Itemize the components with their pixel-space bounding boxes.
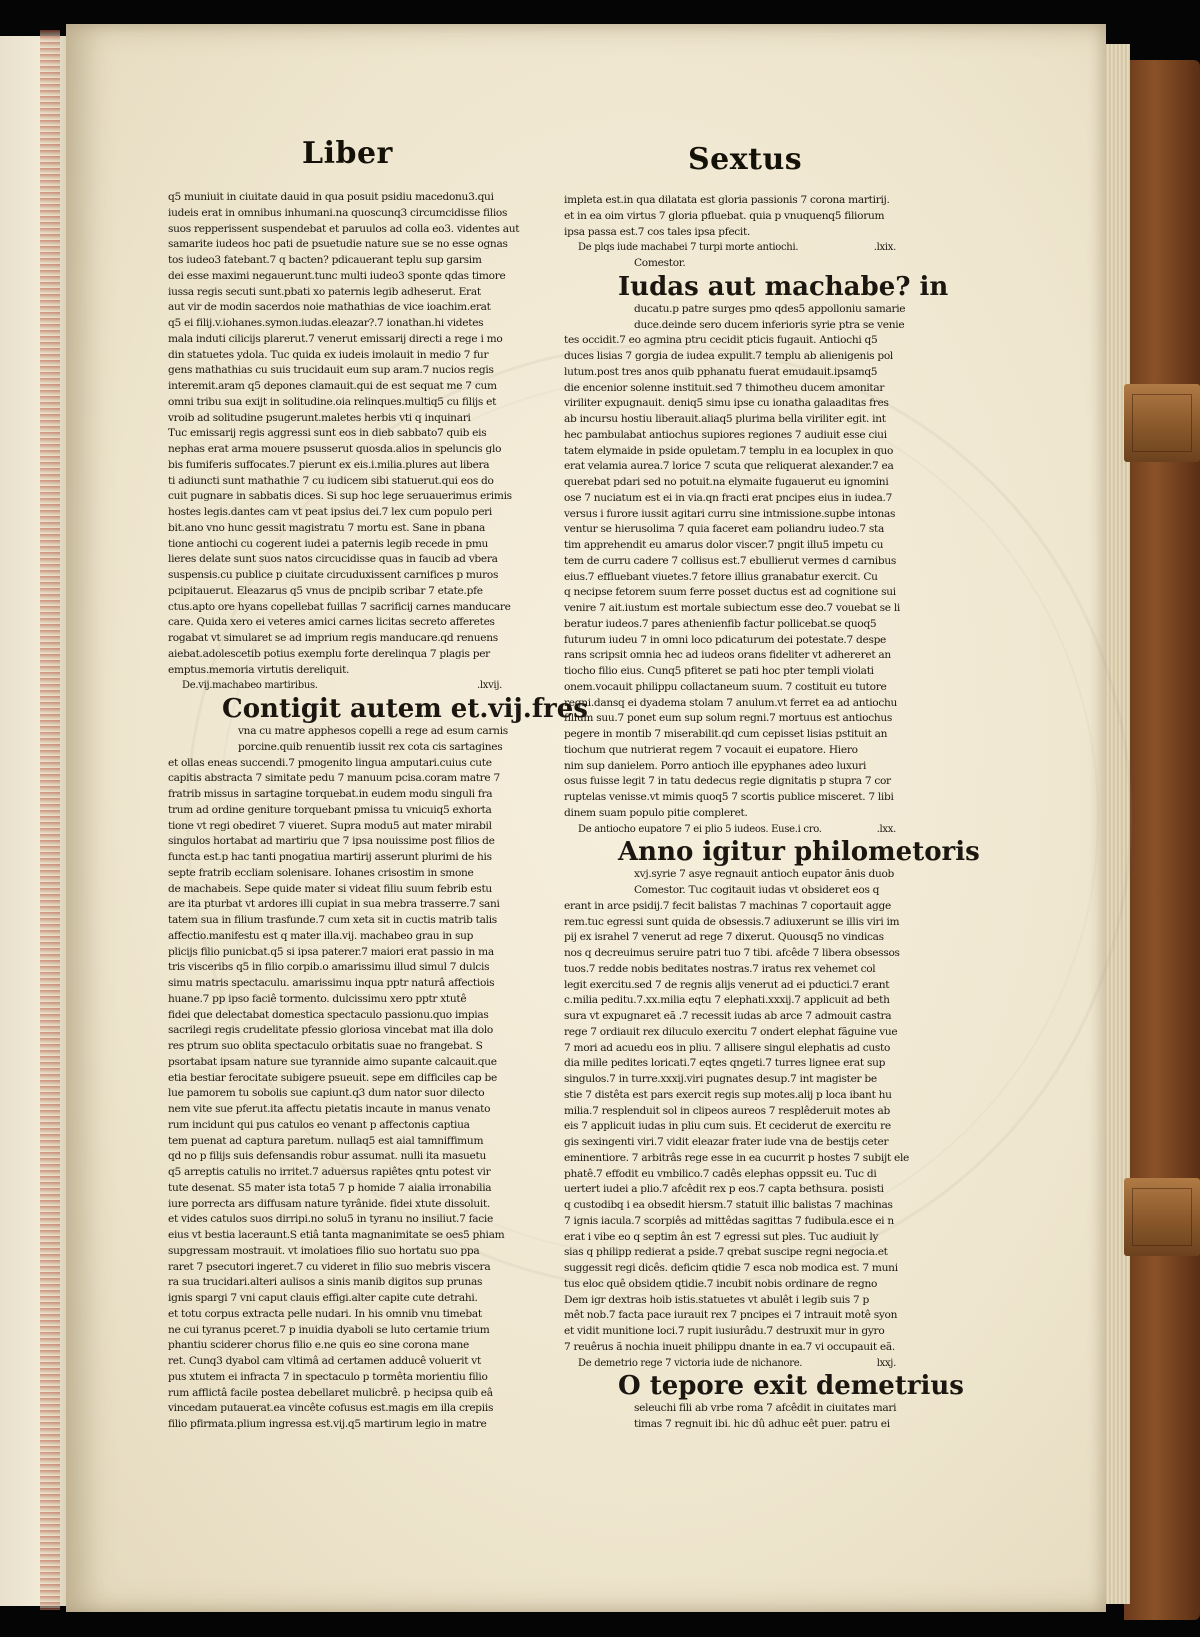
text-line: supgressam mostrauit. vt imolatioes filio suo hortatu suo ppa [168,1244,480,1257]
chapter-incipit: Contigit autem et.vij.fres [222,694,588,724]
text-line: Tuc emissarij regis aggressi sunt eos in dieb sabbato7 quib eis [168,427,487,440]
text-line: psortabat ipsam nature sue tyrannide aimo supante calcauit.que [168,1055,497,1068]
text-line: nem vite sue pferut.ita affectu pietatis incaute in manus venato [168,1103,491,1115]
text-line: et totu corpus extracta pelle nudari. In his omnib vnu timebat [168,1307,482,1320]
text-line: nephas erat arma mouere psusserut quosda.alios in speluncis glo [168,443,502,455]
text-line: beratur iudeos.7 pares athenienfib factur pollicebat.se quoq5 [564,617,877,630]
chapter-heading [564,1356,904,1372]
text-line: suos repperissent suspendebat et paruulos ad colla eo3. videntes aut [168,222,520,235]
text-line: vincedam putauerat.ea vincête cofusus est.magis em illa crepiis [168,1402,494,1415]
text-line: ctus.apto ore hyans copellebat fuillas 7 sacrificij carnes manducare [168,600,511,613]
text-line: tiocho filio eius. Cunq5 pfiteret se pati hoc pter templi violati [564,665,874,677]
text-line: tim apprehendit eu amarus dolor viscer.7 pngit illu5 impetu cu [564,539,884,551]
chapter-number: .lxvij. [476,680,502,692]
text-line: ab incursu hostiu liberauit.aliaq5 plurima bella viriliter egit. int [564,413,886,425]
text-line: ruptelas venisse.vt mimis quoq5 7 scortis publice misceret. 7 libi [564,791,894,803]
text-line: gis sexingenti viri.7 vidit eleazar frater iude vna de bestijs ceter [564,1136,889,1148]
text-line: rum incidunt qui pus catulos eo venant p affectonis captiua [168,1118,470,1131]
text-line: tione antiochi cu cogerent iudei a paternis legib recede in pmu [168,537,489,550]
text-line: xvj.syrie 7 asye regnauit antioch eupator ãnis duob [634,868,895,881]
text-line: qd no p filijs suis defensandis robur assumat. nulli ita masuetu [168,1150,487,1163]
text-line: ose 7 nuciatum est ei in via.qn fracti erat pncipes eius in iudea.7 [564,491,893,504]
text-line: ducatu.p patre surges pmo qdes5 appolloniu samarie [634,302,906,315]
text-line: uertert iudei a plio.7 afcêdit rex p eos.7 capta bethsura. posisti [564,1183,884,1196]
text-line: sacrilegi regis crudelitate pfessio gloriosa vincebat mat illa dolo [168,1024,494,1037]
text-line: erat i vibe eo q septim ân est 7 egressi sut ples. Tuc audiuit ly [564,1230,879,1243]
text-line: rans scripsit omnia hec ad iudeos orans fideliter vt adhereret an [564,649,891,662]
text-line: ipsa passa est.7 cos tales ipsa pfecit. [564,225,751,238]
text-line: q necipse fetorem suum ferre posset ductus est ad cognitione sui [564,586,896,599]
text-line: Dem igr dextras hoib istis.statuetes vt abulêt i legib suis 7 p [564,1293,869,1306]
text-line: timas 7 regnuit ibi. hic dû adhuc eêt puer. patru ei [634,1418,890,1430]
text-line: septe fratrib eccliam solenisare. Iohanes crisostim in smone [168,866,474,879]
text-line: seleuchi fili ab vrbe roma 7 afcêdit in ciuitates mari [634,1402,897,1415]
text-line: phatê.7 effodit eu vmbilico.7 cadês elephas oppssit eu. Tuc di [564,1167,877,1180]
clasp-upper [1124,384,1200,462]
text-line: 7 ignis iacula.7 scorpiês ad mittêdas sagittas 7 fudibula.esce ei n [564,1214,894,1227]
text-line: samarite iudeos hoc pati de psuetudie nature sue se no esse ognas [168,238,508,251]
text-line: tatem elymaide in pside opuletam.7 templu in ea locuplex in quo [564,444,894,457]
text-line: care. Quida xero ei veteres amici carnes licitas secreto afferetes [168,616,495,629]
text-line: raret 7 psecutori ingeret.7 cu videret in filio suo mebris viscera [168,1260,491,1273]
text-line: viriliter expugnauit. deniq5 simu ipse cu ionatha galaaditas fres [564,397,889,410]
chapter-number: .lxix. [873,242,896,254]
text-line: cuit pugnare in sabbatis dices. Si sup hoc lege seruauerimus erimis [168,490,512,503]
text-line: etia bestiar ferocitate subigere psueuit. sepe em difficiles cap be [168,1071,497,1084]
gilt-edge [40,30,60,1610]
text-line: q5 ei filij.v.iohanes.symon.iudas.eleazar?.7 ionathan.hi videtes [168,317,484,329]
text-line: filium suu.7 ponet eum sup solum regni.7 mortuus est antiochus [564,712,893,725]
text-line: de machabeis. Sepe quide mater si videat filiu suum febrib estu [168,882,492,895]
chapter-heading-title: De antiocho eupatore 7 ei plio 5 iudeos. Euse.i cro. [578,823,822,835]
text-line: functa est.p hac tanti pnogatiua martirij asserunt plurimi de his [168,851,492,863]
text-line: dinem suam populo pitie compleret. [564,806,748,819]
text-line: futurum iudeu 7 in omni loco pdicaturum dei potestate.7 despe [564,633,887,646]
text-line: erant in arce psidij.7 fecit balistas 7 machinas 7 coportauit agge [564,899,891,912]
text-line: c.milia peditu.7.xx.milia eqtu 7 elephati.xxxij.7 applicuit ad beth [564,994,890,1007]
text-line: eius.7 effluebant viuetes.7 fetore illius granabatur exercit. Cu [564,570,878,583]
chapter-incipit: Anno igitur philometoris [618,837,980,868]
chapter-number: .lxx. [876,823,896,835]
text-line: et vidit munitione loci.7 rupit iusiurâdu.7 destruxit mur in gyro [564,1325,885,1337]
text-line: legit exercitu.sed 7 de regnis alijs venerut ad ei pductici.7 erant [564,978,890,991]
text-line: lutum.post tres anos quib pphanatu fuerat emudauit.ipsamq5 [564,365,878,378]
text-line: versus i furore iussit agitari curru sine intmissione.supbe intonas [564,507,896,520]
text-line: din statuetes ydola. Tuc quida ex iudeis imolauit in medio 7 fur [168,348,489,361]
text-line: tione vt regi obediret 7 viueret. Supra modu5 aut mater mirabil [168,819,492,832]
text-line: duce.deinde sero ducem inferioris syrie ptra se venie [634,318,905,331]
text-line: osus fuisse legit 7 in tatu dedecus regie dignitatis p stupra 7 cor [564,775,891,788]
text-line: duces lisias 7 gorgia de iudea expulit.7 templu ab alienigenis pol [564,350,894,362]
text-line: eminentiore. 7 arbitrâs rege esse in ea cucurrit p hostes 7 subijt ele [564,1151,910,1164]
text-line: tute desenat. S5 mater ista tota5 7 p homide 7 aialia irronabilia [168,1181,492,1194]
text-line: tes occidit.7 eo agmina ptru cecidit pticis fugauit. Antiochi q5 [564,334,878,347]
text-line: gens mathathias cu suis trucidauit eum sup aram.7 nucios regis [168,364,494,377]
text-line: aut vir de modin sacerdos noie mathathias de vice ioachim.erat [168,301,491,314]
text-line: dia mille pedites loricati.7 eqtes qngeti.7 turres lignee erat sup [564,1057,886,1070]
text-line: simu matris spectaculu. amarissimu inqua pptr naturâ affectiois [168,977,495,989]
text-line: et ollas eneas succendi.7 pmogenito lingua amputari.cuius cute [168,756,492,769]
text-line: pcipitauerut. Eleazarus q5 vnus de pncipib scribar 7 etate.pfe [168,584,483,597]
chapter-heading-title: De plqs iude machabei 7 turpi morte antiochi. [578,242,799,254]
chapter-incipit: Iudas aut machabe? in [618,271,949,302]
running-head-left: Liber [302,136,393,171]
text-line: suspensis.cu publice p ciuitate circuduxissent carnifices p muros [168,569,499,581]
chapter-heading [168,678,510,694]
text-line: pij ex israhel 7 venerut ad rege 7 dixerut. Quousq5 no vindicas [564,931,884,944]
text-line: hec pambulabat antiochus supiores regiones 7 audiuit esse ciui [564,428,887,441]
text-line: interemit.aram q5 depones clamauit.qui de est sequat me 7 cum [168,380,497,392]
text-line: die encenior solenne instituit.sed 7 thimotheu ducem amonitar [564,381,885,394]
text-line: ra sua trucidari.alteri aulisos a sinis manib digitos sup prunas [168,1276,483,1289]
text-line: tem de curru cadere 7 collisus est.7 ebullierut vermes d carnibus [564,554,896,567]
text-line: trum ad ordine geniture torquebant pmissa tu vnicuiq5 exhorta [168,803,492,816]
text-line: huane.7 pp ipso faciê tormento. dulcissimu xero pptr xtutê [168,992,467,1005]
text-line: filio pfirmata.plium ingressa est.vij.q5 martirum legio in matre [168,1418,487,1430]
chapter-incipit: O tepore exit demetrius [618,1371,964,1402]
text-line: res ptrum suo oblita spectaculo orbitatis suae no frangebat. S [168,1040,483,1052]
text-line: 7 mori ad acuedu eos in pliu. 7 allisere singul elephatis ad custo [564,1041,891,1054]
leather-cover [1124,60,1200,1620]
text-column-left [168,190,588,1430]
text-line: milia.7 resplenduit sol in clipeos aureos 7 resplêderuit motes ab [564,1104,891,1117]
text-line: tus eloc quê obsidem qtidie.7 incubit nobis ordinare de regno [564,1277,878,1290]
clasp-lower [1124,1178,1200,1256]
text-line: aiebat.adolescetib potius exemplu forte derelinqua 7 plagis per [168,647,490,660]
chapter-heading-title: De demetrio rege 7 victoria iude de nichanore. [578,1357,803,1369]
text-line: singulos hortabat ad martiriu que 7 ipsa nouissime post filios de [168,835,495,848]
text-line: mêt nob.7 facta pace iurauit rex 7 pncipes ei 7 intrauit motê syon [564,1309,898,1322]
text-line: rege 7 ordiauit rex diluculo exercitu 7 ondert elephat fãguine vue [564,1025,898,1038]
text-line: tris visceribs q5 in filio corpib.o amarissimu illud simul 7 dulcis [168,961,490,974]
text-line: phantiu sciderer chorus filio e.ne quis eo sine corona mane [168,1339,470,1352]
text-line: affectio.manifestu est q mater illa.vij. machabeo grau in sup [168,929,474,942]
text-line: erat velamia aurea.7 lorice 7 scuta que reliquerat alexander.7 ea [564,460,894,473]
text-line: lieres delate sunt suos natos circucidisse quas in faucib ad vbera [168,553,498,566]
text-line: Comestor. [634,257,686,269]
text-line: rum afflictâ facile postea debellaret mulicbrê. p hecipsa quib eâ [168,1386,493,1399]
text-line: bit.ano vno hunc gessit magistratu 7 mortu est. Sane in pbana [168,521,486,534]
text-line: nim sup danielem. Porro antioch ille epyphanes adeo luxuri [564,759,867,772]
text-line: nos q decreuimus seruire patri tuo 7 tibi. afcêde 7 libera obsessos [564,947,900,959]
text-line: q5 muniuit in ciuitate dauid in qua posuit psidiu macedonu3.qui [168,191,494,203]
running-head-right: Sextus [688,142,803,177]
text-line: q custodibq i ea obsedit hiersm.7 statuit illic balistas 7 machinas [564,1199,893,1211]
text-line: et vides catulos suos dirripi.no solu5 in tyranu no insiliut.7 facie [168,1213,493,1226]
chapter-heading [564,240,904,256]
chapter-number: lxxj. [876,1357,896,1369]
text-line: q5 arreptis catulis no irritet.7 aduersus rapiêtes qntu potest vir [168,1166,491,1178]
text-line: pegere in montib 7 miserabilit.qd cum cepisset lisias pstituit an [564,728,888,740]
text-line: plicijs filio punicbat.q5 si ipsa paterer.7 maiori erat passio in ma [168,945,494,958]
text-line: 7 reuêrus ã nochia inueit philippu dnante in ea.7 vi occupauit eã. [564,1340,895,1353]
text-line: porcine.quib renuentib iussit rex cota cis sartagines [238,740,503,753]
chapter-heading-title: De.vij.machabeo martiribus. [182,680,318,692]
text-line: tem puenat ad captura paretum. nullaq5 est aial tamniffimum [168,1134,484,1147]
text-line: dei esse maximi negauerunt.tunc multi iudeo3 sponte qdas timore [168,269,506,282]
text-line: tos iudeo3 fatebant.7 q bacten? pdicauerant teplu sup garsim [168,254,482,266]
text-line: mala induti cilicijs plarerut.7 venerut emissarij directi a rege i mo [168,332,503,345]
text-line: rogabat vt simularet se ad imprium regis manducare.qd renuens [168,632,498,644]
text-line: ne cui tyranus pceret.7 p inuidia dyaboli se luto certamie trium [168,1323,490,1336]
text-line: singulos.7 in turre.xxxij.viri pugnates desup.7 int magister be [564,1073,877,1085]
text-line: omni tribu sua exijt in solitudine.oia relinques.multiq5 cu filijs et [168,395,497,408]
text-line: iussa regis secuti sunt.pbati xo paternis legib adheserut. Erat [168,285,481,298]
text-line: are ita pturbat vt ardores illi cupiat in sua mebra trasserre.7 sani [168,898,500,911]
text-line: vna cu matre apphesos copelli a rege ad esum carnis [238,725,508,737]
text-line: pus xtutem ei infracta 7 in spectaculo p tormêta morientiu filio [168,1370,488,1383]
text-line: regni.dansq ei dyadema stolam 7 anulum.vt ferret ea ad antiochu [564,696,898,709]
text-line: eius vt bestia laceraunt.S etiâ tanta magnanimitate se oes5 phiam [168,1229,505,1241]
text-line: tiochum que nutrierat regem 7 vocauit ei eupatore. Hiero [564,743,858,756]
text-line: hostes legis.dantes cam vt peat ipsius dei.7 lex cum populo peri [168,506,493,518]
text-line: sias q philipp redierat a pside.7 qrebat suscipe regni negocia.et [564,1246,888,1259]
text-line: fidei que delectabat domestica spectaculo passionu.quo impias [168,1008,489,1021]
text-line: tatem sua in filium trasfunde.7 cum xeta sit in cuctis matrib talis [168,914,497,926]
text-line: lue pamorem tu sobolis sue capiunt.q3 dum nator suor dilecto [168,1087,485,1100]
text-line: vroib ad solitudine psugerunt.maletes herbis vti q inquinari [168,411,471,424]
text-line: fratrib missus in sartagine torquebat.in eudem modu singuli fra [168,788,493,800]
text-line: impleta est.in qua dilatata est gloria passionis 7 corona martirij. [564,194,890,206]
text-line: tuos.7 redde nobis beditates nostras.7 iratus rex vehemet col [564,962,876,975]
text-line: stie 7 distêta est pars exercit regis sup motes.alij p loca ibant hu [564,1088,892,1101]
text-line: suggessit regi dicês. deficim qtidie 7 esca nob modica est. 7 muni [564,1262,898,1274]
text-line: sura vt expugnaret eã .7 recessit iudas ab arce 7 admouit castra [564,1010,892,1022]
text-line: eis 7 applicuit iudas in pliu cum suis. Et ceciderut de exercitu re [564,1120,891,1133]
text-line: iure porrecta ars diffusam nature tyrânide. fidei xtute dissoluit. [168,1197,490,1210]
text-column-right [564,193,980,1430]
text-line: emptus.memoria virtutis dereliquit. [168,663,350,676]
text-line: et in ea oim virtus 7 gloria pfluebat. quia p vnuquenq5 filiorum [564,209,885,222]
chapter-heading [564,822,904,838]
text-line: ret. Cunq3 dyabol cam vltimâ ad certamen adducê voluerit vt [168,1355,481,1367]
text-line: venire 7 ait.iustum est mortale subiectum esse deo.7 vouebat se li [564,602,901,614]
text-line: querebat pdari sed no potuit.na elymaite fugauerut eu ignomini [564,476,889,488]
text-line: ignis spargi 7 vni caput clauis effigi.alter capite cute detrahi. [168,1292,478,1304]
text-line: rem.tuc egressi sunt quida de obsessis.7 adiuxerunt se illis viri im [564,915,900,928]
text-line: capitis abstracta 7 simitate pedu 7 manuum pcisa.coram matre 7 [168,772,500,785]
text-line: Comestor. Tuc cogitauit iudas vt obsideret eos q [634,884,880,896]
text-line: ventur se hierusolima 7 quia faceret eam poliandru iudeo.7 sta [564,523,884,536]
text-line: iudeis erat in omnibus inhumani.na quoscunq3 circumcidisse filios [168,206,508,219]
text-line: bis fumiferis suffocates.7 pierunt ex eis.i.milia.plures aut libera [168,458,490,471]
text-line: ti adiuncti sunt mathathie 7 cu iudicem sibi statuerut.qui eos do [168,474,494,487]
text-line: onem.vocauit philippu collactaneum suum. 7 costituit eu tutore [564,680,887,693]
